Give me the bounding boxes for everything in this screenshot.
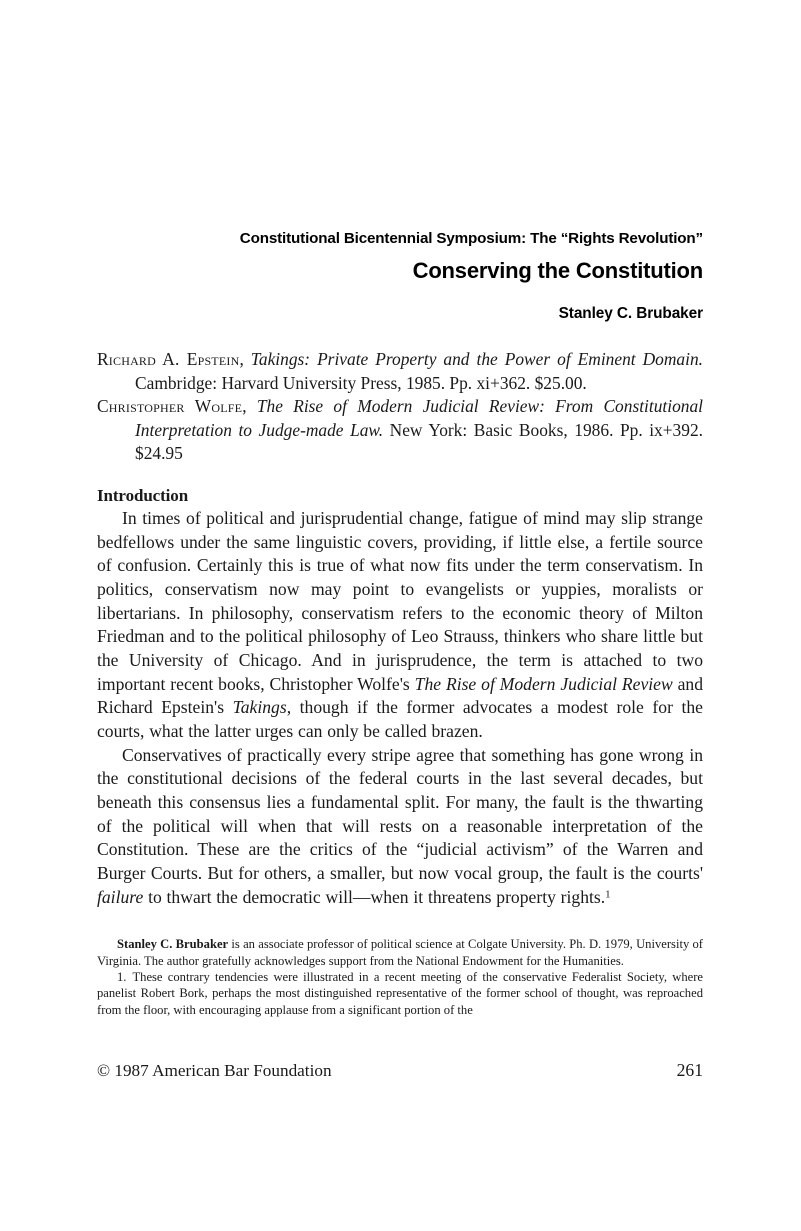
paragraph-text: , though if the former advocates a modest role for the courts, what the latter urges can only be called brazen.: [97, 697, 703, 741]
citation-imprint: Cambridge: Harvard University Press, 1985. Pp. xi+362. $25.00.: [135, 372, 587, 393]
citation-entry: [97, 395, 703, 465]
copyright-notice: © 1987 American Bar Foundation: [97, 1061, 332, 1080]
page-footer: [97, 1060, 703, 1081]
section-heading-introduction: Introduction: [97, 486, 189, 506]
body-paragraph: [97, 507, 703, 744]
body-paragraph: [97, 744, 703, 910]
page-number: 261: [676, 1060, 703, 1080]
page-title: Conserving the Constitution: [412, 258, 703, 283]
citation-imprint: New York: Basic Books, 1986. Pp. ix+392. $24.95: [135, 419, 703, 463]
paragraph-text: and Richard Epstein's: [97, 673, 704, 718]
footnote-item: [97, 969, 703, 1018]
citation-title: The Rise of Modern Judicial Review: From Constitutional Interpretation to Judge-made Law.: [135, 396, 703, 440]
page-content: [97, 0, 703, 1018]
footnotes-block: [97, 936, 703, 1018]
book-title-inline: The Rise of Modern Judicial Review: [414, 673, 673, 694]
author-bio-note: [97, 936, 703, 969]
citation-author: Christopher Wolfe: [97, 396, 243, 417]
citation-title: Takings: Private Property and the Power of Eminent Domain.: [250, 349, 704, 370]
citation-entry: [97, 348, 703, 394]
citation-separator: ,: [239, 349, 251, 370]
paragraph-text: Conservatives of practically every stripe agree that something has gone wrong in the constitutional decisions of the federal courts in the last several decades, but beneath this consensus lies a fundamental split. For many, the fault is the thwarting of the political will when that will rests on a reasonable interpretation of the Constitution. These are the critics of the “judicial activism” of the Warren and Burger Courts. But for others, a smaller, but now vocal group, the fault is the courts': [97, 744, 703, 883]
footnote-number: 1.: [117, 970, 127, 985]
author-name: Stanley C. Brubaker: [117, 937, 229, 952]
book-title-inline: Takings: [232, 697, 287, 718]
paragraph-text: to thwart the democratic will—when it threatens property rights.: [143, 886, 606, 907]
symposium-heading: Constitutional Bicentennial Symposium: The “Rights Revolution”: [239, 230, 703, 247]
emphasis-word: failure: [97, 886, 144, 907]
author-bio-text: is an associate professor of political science at Colgate University. Ph. D. 1979, University of Virginia. The author gratefully acknowledges support from the National Endowment for the Humanities.: [97, 937, 703, 968]
citation-author: Richard A. Epstein: [97, 349, 240, 370]
reviewed-books-list: [97, 348, 703, 465]
footnote-reference[interactable]: 1: [605, 887, 611, 900]
citation-separator: ,: [242, 396, 257, 417]
paragraph-text: In times of political and jurisprudential change, fatigue of mind may slip strange bedfellows under the same linguistic covers, providing, if little else, a fertile source of confusion. Certainly this is true of what now fits under the term conservatism. In politics, conservatism now may point to evangelists or yuppies, moralists or libertarians. In philosophy, conservatism refers to the economic theory of Milton Friedman and to the political philosophy of Leo Strauss, thinkers who share little but the University of Chicago. And in jurisprudence, the term is attached to two important recent books, Christopher Wolfe's: [97, 508, 703, 694]
author-byline: Stanley C. Brubaker: [558, 305, 703, 323]
footnote-text: These contrary tendencies were illustrated in a recent meeting of the conservative Federalist Society, where panelist Robert Bork, perhaps the most distinguished representative of the former school of thought, was reproached from the floor, with encouraging applause from a significant portion of the: [97, 970, 703, 1017]
